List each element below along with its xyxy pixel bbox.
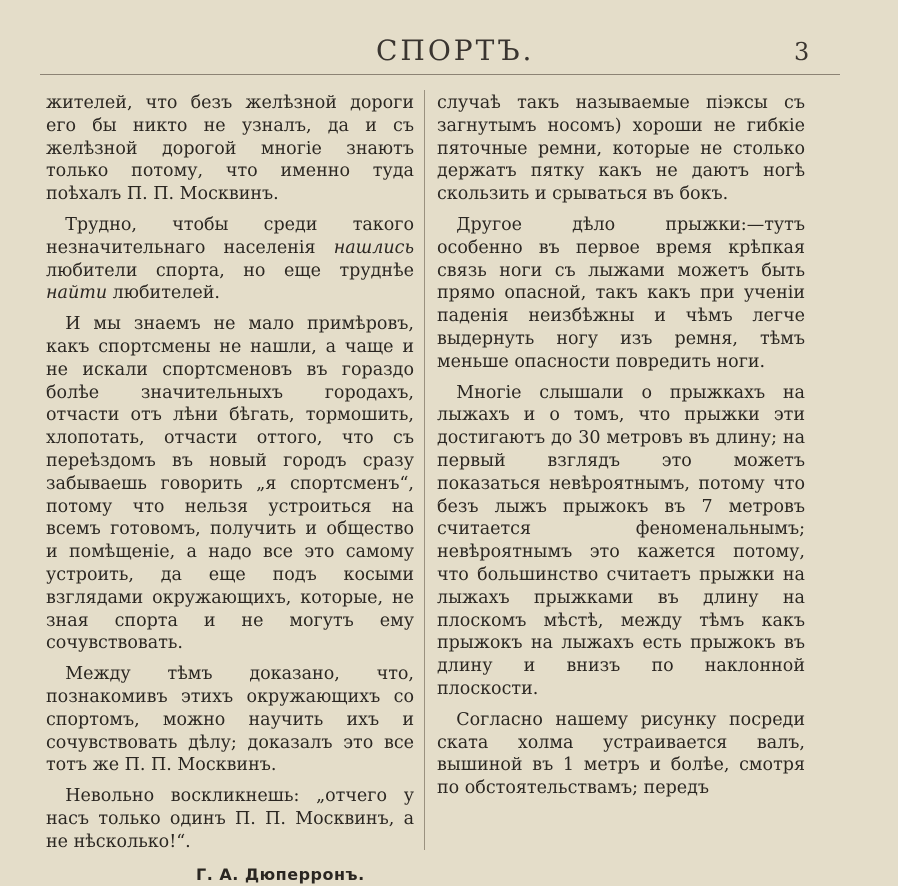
paragraph: Согласно нашему рисунку посреди ската холма устраивается валъ, вышиной въ 1 метръ и болѣе, смотря по обстоятельствамъ; передъ <box>437 709 805 800</box>
column-divider <box>424 90 425 850</box>
text-run: любители спорта, но еще труднѣе <box>46 261 414 281</box>
page-number: 3 <box>794 38 809 66</box>
text-run: Трудно, чтобы среди такого незначительнаго населенiя <box>46 215 414 258</box>
paragraph <box>46 214 414 305</box>
left-column <box>46 92 414 886</box>
paragraph: Другое дѣло прыжки:—тутъ особенно въ первое время крѣпкая связь ноги съ лыжами можетъ быть прямо опасной, такъ какъ при ученiи паденiя неизбѣжны и чѣмъ легче выдернуть ногу изъ ремня, тѣмъ меньше опасности повредить ноги. <box>437 214 805 374</box>
emphasis: нашлись <box>334 238 414 258</box>
page-header <box>0 28 898 72</box>
emphasis: найти <box>46 283 107 303</box>
paragraph: Невольно воскликнешь: „отчего у насъ только одинъ П. П. Москвинъ, а не нѣсколько!“. <box>46 785 414 853</box>
right-column <box>437 92 805 808</box>
paragraph: Между тѣмъ доказано, что, познакомивъ этихъ окружающихъ со спортомъ, можно научить ихъ и сочувствовать дѣлу; доказалъ это все тотъ же П. П. Москвинъ. <box>46 663 414 777</box>
text-run: любителей. <box>107 283 220 303</box>
paragraph: случаѣ такъ называемые пiэксы съ загнутымъ носомъ) хороши не гибкiе пяточные ремни, которые не столько держатъ пятку какъ не даютъ ногѣ скользить и срываться въ бокъ. <box>437 92 805 206</box>
paragraph: жителей, что безъ желѣзной дороги его бы никто не узналъ, да и съ желѣзной дорогой многiе знаютъ только потому, что именно туда поѣхалъ П. П. Москвинъ. <box>46 92 414 206</box>
page-title: СПОРТЪ. <box>376 34 534 67</box>
paragraph: Многiе слышали о прыжкахъ на лыжахъ и о томъ, что прыжки эти достигаютъ до 30 метровъ въ длину; на первый взглядъ это можетъ показаться невѣроятнымъ, потому что безъ лыжъ прыжокъ въ 7 метровъ считается феноменальнымъ; невѣроятнымъ это кажется потому, что большинство считаетъ прыжки на лыжахъ прыжками въ длину на плоскомъ мѣстѣ, между тѣмъ какъ прыжокъ на лыжахъ есть прыжокъ въ длину и внизъ по наклонной плоскости. <box>437 382 805 701</box>
paragraph: И мы знаемъ не мало примѣровъ, какъ спортсмены не нашли, а чаще и не искали спортсменовъ въ гораздо болѣе значительныхъ городахъ, отчасти отъ лѣни бѣгать, тормошить, хлопотать, отчасти оттого, что съ переѣздомъ въ новый городъ сразу забываешь говорить „я спортсменъ“, потому что нельзя устроиться на всемъ готовомъ, получить и общество и помѣщенiе, а надо все это самому устроить, да еще подъ косыми взглядами окружающихъ, которые, не зная спорта и не могутъ ему сочувствовать. <box>46 313 414 655</box>
header-rule <box>40 74 840 75</box>
author-signature: Г. А. Дюперронъ. <box>196 864 414 886</box>
